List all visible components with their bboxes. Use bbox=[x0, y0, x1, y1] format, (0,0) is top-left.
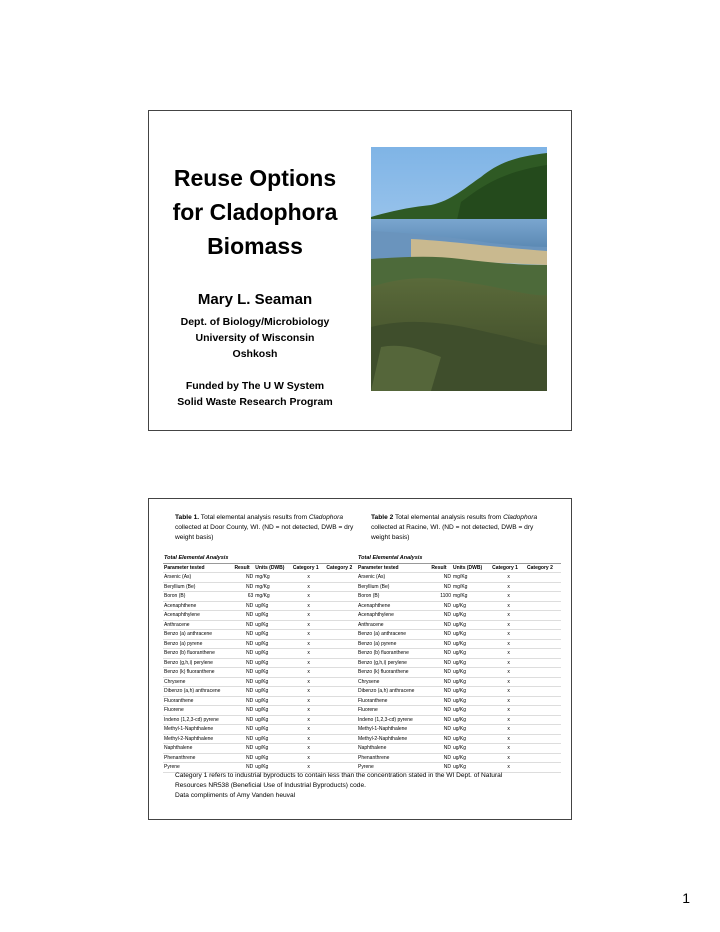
table-cell: mg/Kg bbox=[452, 573, 491, 583]
table-cell bbox=[526, 668, 561, 678]
funding-line: Solid Waste Research Program bbox=[177, 396, 333, 408]
table-cell: ug/Kg bbox=[452, 706, 491, 716]
table-cell: x bbox=[491, 715, 526, 725]
table-cell: x bbox=[292, 696, 326, 706]
table-row bbox=[163, 687, 359, 697]
table-cell: x bbox=[292, 639, 326, 649]
table-cell: Benzo (g,h,i) perylene bbox=[163, 658, 233, 668]
table-cell: ug/Kg bbox=[452, 677, 491, 687]
table-cell: ug/Kg bbox=[254, 706, 292, 716]
table-cell bbox=[526, 649, 561, 659]
title-slide bbox=[148, 110, 572, 431]
table-cell: Benzo (a) anthracene bbox=[163, 630, 233, 640]
table-cell: ug/Kg bbox=[254, 725, 292, 735]
table-cell bbox=[325, 725, 359, 735]
table-cell: Methyl-1-Naphthalene bbox=[357, 725, 430, 735]
table-cell: ND bbox=[430, 630, 452, 640]
table-cell: ug/Kg bbox=[254, 687, 292, 697]
table-cell bbox=[325, 582, 359, 592]
table-cell: ug/Kg bbox=[254, 649, 292, 659]
table-cell: x bbox=[491, 620, 526, 630]
table-cell bbox=[325, 753, 359, 763]
table-header-row bbox=[163, 563, 359, 573]
table-cell bbox=[526, 601, 561, 611]
table-cell bbox=[526, 715, 561, 725]
table-cell bbox=[526, 744, 561, 754]
table-cell: ug/Kg bbox=[452, 639, 491, 649]
title-line: for Cladophora bbox=[172, 199, 338, 225]
table-row bbox=[163, 696, 359, 706]
table-cell bbox=[325, 715, 359, 725]
table-cell: ND bbox=[430, 649, 452, 659]
table-cell: x bbox=[292, 620, 326, 630]
table-row bbox=[163, 725, 359, 735]
table-cell: ND bbox=[233, 753, 254, 763]
table-cell: mg/Kg bbox=[452, 592, 491, 602]
table-cell bbox=[325, 573, 359, 583]
table-cell bbox=[325, 630, 359, 640]
table-row bbox=[357, 649, 561, 659]
footnote-line: Data compliments of Amy Vanden heuval bbox=[175, 792, 296, 799]
table-cell: ND bbox=[430, 658, 452, 668]
table-cell: Fluorene bbox=[163, 706, 233, 716]
table-cell: ND bbox=[233, 677, 254, 687]
table-cell: Pyrene bbox=[163, 763, 233, 773]
table-cell: ND bbox=[233, 696, 254, 706]
table-cell bbox=[325, 601, 359, 611]
table-row bbox=[357, 592, 561, 602]
table-cell: ug/Kg bbox=[452, 744, 491, 754]
table-cell bbox=[526, 753, 561, 763]
table-row bbox=[357, 744, 561, 754]
table-row bbox=[357, 601, 561, 611]
table-header-row bbox=[357, 563, 561, 573]
table-cell: ND bbox=[430, 687, 452, 697]
table-cell: x bbox=[292, 744, 326, 754]
table-cell: ND bbox=[233, 668, 254, 678]
table-cell: ug/Kg bbox=[452, 601, 491, 611]
affiliation-line: University of Wisconsin bbox=[195, 332, 315, 344]
table-row bbox=[163, 734, 359, 744]
table-cell: ug/Kg bbox=[254, 630, 292, 640]
table-cell: ND bbox=[430, 601, 452, 611]
table-cell bbox=[325, 611, 359, 621]
table-cell: Methyl-2-Naphthalene bbox=[163, 734, 233, 744]
table-cell: ug/Kg bbox=[254, 696, 292, 706]
table-cell: x bbox=[292, 677, 326, 687]
table-cell: x bbox=[292, 573, 326, 583]
table-cell: ND bbox=[430, 639, 452, 649]
table-cell bbox=[325, 734, 359, 744]
table-cell: x bbox=[491, 601, 526, 611]
table-cell: x bbox=[292, 658, 326, 668]
table-cell: Benzo (a) pyrene bbox=[163, 639, 233, 649]
table-cell: ug/Kg bbox=[452, 715, 491, 725]
table-cell: ug/Kg bbox=[452, 620, 491, 630]
table-row bbox=[163, 639, 359, 649]
table-row bbox=[163, 658, 359, 668]
table-row bbox=[357, 687, 561, 697]
table-cell: x bbox=[491, 582, 526, 592]
table-cell bbox=[526, 630, 561, 640]
table-cell: Arsenic (As) bbox=[163, 573, 233, 583]
table-cell bbox=[526, 658, 561, 668]
table-cell: ug/Kg bbox=[254, 734, 292, 744]
table-cell: x bbox=[292, 715, 326, 725]
shoreline-photo bbox=[371, 147, 547, 391]
table-cell: ug/Kg bbox=[452, 630, 491, 640]
table-cell: x bbox=[292, 753, 326, 763]
table-cell: x bbox=[292, 763, 326, 773]
table-cell: x bbox=[292, 649, 326, 659]
table-cell: Beryllium (Be) bbox=[163, 582, 233, 592]
table-cell: ug/Kg bbox=[452, 763, 491, 773]
table-cell: x bbox=[491, 573, 526, 583]
affiliation-line: Dept. of Biology/Microbiology bbox=[180, 316, 330, 328]
funding-note bbox=[149, 378, 361, 410]
table-cell: Phenanthrene bbox=[357, 753, 430, 763]
table-cell: ug/Kg bbox=[452, 725, 491, 735]
table-cell bbox=[526, 639, 561, 649]
table-cell: mg/Kg bbox=[254, 573, 292, 583]
caption-text: collected at Door County, WI. (ND = not detected, DWB = dry weight basis) bbox=[175, 524, 354, 541]
caption-label: Table 1. bbox=[175, 514, 200, 521]
table-cell: x bbox=[491, 658, 526, 668]
table-cell: x bbox=[292, 668, 326, 678]
table-row bbox=[163, 715, 359, 725]
table-cell: ug/Kg bbox=[452, 696, 491, 706]
column-header: Category 2 bbox=[325, 563, 359, 573]
table-row bbox=[357, 668, 561, 678]
table-row bbox=[163, 677, 359, 687]
table-cell bbox=[325, 620, 359, 630]
table-cell: ug/Kg bbox=[254, 668, 292, 678]
table-title: Total Elemental Analysis bbox=[357, 554, 561, 563]
table-cell: ug/Kg bbox=[452, 687, 491, 697]
table-cell: x bbox=[491, 687, 526, 697]
table-cell: Dibenzo (a,h) anthracene bbox=[357, 687, 430, 697]
table-cell: ug/Kg bbox=[254, 601, 292, 611]
table-row bbox=[163, 611, 359, 621]
footnote-line: Category 1 refers to industrial byproducts to contain less than the concentration stated in the WI Dept. of Natural bbox=[175, 772, 503, 779]
table-cell: ND bbox=[233, 715, 254, 725]
page-number: 1 bbox=[682, 890, 690, 906]
table-cell: x bbox=[491, 734, 526, 744]
table-cell: ND bbox=[233, 687, 254, 697]
table-cell: x bbox=[292, 725, 326, 735]
table-cell: ND bbox=[430, 734, 452, 744]
column-header: Parameter tested bbox=[357, 563, 430, 573]
table-cell: ug/Kg bbox=[452, 753, 491, 763]
table-row bbox=[357, 582, 561, 592]
table-cell: Indeno (1,2,3-cd) pyrene bbox=[357, 715, 430, 725]
table-cell: Dibenzo (a,h) anthracene bbox=[163, 687, 233, 697]
caption-label: Table 2 bbox=[371, 514, 394, 521]
table-row bbox=[163, 649, 359, 659]
table-cell: Benzo (a) anthracene bbox=[357, 630, 430, 640]
table-row bbox=[357, 753, 561, 763]
table-cell bbox=[325, 677, 359, 687]
column-header: Result bbox=[430, 563, 452, 573]
table-cell bbox=[526, 734, 561, 744]
table-cell: ND bbox=[233, 611, 254, 621]
table-cell: ND bbox=[233, 763, 254, 773]
table-row bbox=[357, 734, 561, 744]
table-cell: Benzo (b) fluoranthene bbox=[163, 649, 233, 659]
table-cell: ND bbox=[430, 677, 452, 687]
table-cell: ND bbox=[430, 668, 452, 678]
table-row bbox=[357, 715, 561, 725]
table2-caption bbox=[371, 513, 551, 543]
table-cell bbox=[526, 725, 561, 735]
table-cell: x bbox=[292, 601, 326, 611]
affiliation bbox=[149, 314, 361, 362]
table-cell: ug/Kg bbox=[254, 744, 292, 754]
table-cell: x bbox=[491, 592, 526, 602]
table-cell: ug/Kg bbox=[452, 649, 491, 659]
column-header: Category 2 bbox=[526, 563, 561, 573]
table-cell: Methyl-1-Naphthalene bbox=[163, 725, 233, 735]
table-cell: ND bbox=[233, 630, 254, 640]
table-cell bbox=[325, 649, 359, 659]
table-row bbox=[163, 582, 359, 592]
table-cell: Indeno (1,2,3-cd) pyrene bbox=[163, 715, 233, 725]
table-cell: ug/Kg bbox=[254, 715, 292, 725]
table-cell: ND bbox=[233, 620, 254, 630]
title-line: Biomass bbox=[207, 233, 303, 259]
title-line: Reuse Options bbox=[173, 165, 337, 191]
table-cell: x bbox=[491, 639, 526, 649]
table-cell: Benzo (g,h,i) perylene bbox=[357, 658, 430, 668]
table-cell: x bbox=[292, 630, 326, 640]
table-cell: Benzo (k) fluoranthene bbox=[163, 668, 233, 678]
table-row bbox=[357, 677, 561, 687]
table-cell: mg/Kg bbox=[254, 592, 292, 602]
table-cell: x bbox=[292, 582, 326, 592]
table-cell bbox=[526, 592, 561, 602]
table-cell bbox=[325, 696, 359, 706]
table-cell: x bbox=[491, 677, 526, 687]
table-cell: Phenanthrene bbox=[163, 753, 233, 763]
table-cell: ND bbox=[430, 582, 452, 592]
table-cell bbox=[325, 706, 359, 716]
table-cell: x bbox=[292, 734, 326, 744]
table-cell: Anthracene bbox=[357, 620, 430, 630]
table-cell: Beryllium (Be) bbox=[357, 582, 430, 592]
table-cell: Acenaphthene bbox=[163, 601, 233, 611]
table-cell: x bbox=[491, 763, 526, 773]
table-row bbox=[163, 601, 359, 611]
caption-text: collected at Racine, WI. (ND = not detected, DWB = dry weight basis) bbox=[371, 524, 534, 541]
table-row bbox=[357, 620, 561, 630]
table-cell: Fluoranthene bbox=[163, 696, 233, 706]
footnote bbox=[175, 771, 555, 801]
table-cell: Naphthalene bbox=[163, 744, 233, 754]
table-cell bbox=[526, 611, 561, 621]
table-cell: ND bbox=[430, 573, 452, 583]
table-cell: Fluoranthene bbox=[357, 696, 430, 706]
table-cell: ND bbox=[430, 753, 452, 763]
table-cell: x bbox=[491, 696, 526, 706]
table-cell: x bbox=[491, 744, 526, 754]
table-cell: Acenaphthylene bbox=[163, 611, 233, 621]
column-header: Result bbox=[233, 563, 254, 573]
table-title-row bbox=[163, 554, 359, 563]
table-cell: ND bbox=[233, 573, 254, 583]
table-row bbox=[163, 668, 359, 678]
table-cell: ND bbox=[233, 639, 254, 649]
funding-line: Funded by The U W System bbox=[185, 380, 325, 392]
table-cell: ND bbox=[430, 725, 452, 735]
table-cell bbox=[325, 639, 359, 649]
table-cell: ND bbox=[233, 582, 254, 592]
table-cell bbox=[526, 677, 561, 687]
table-cell: ug/Kg bbox=[254, 677, 292, 687]
table-cell: 1100 bbox=[430, 592, 452, 602]
table-row bbox=[163, 592, 359, 602]
table-cell: ug/Kg bbox=[452, 734, 491, 744]
table-title-row bbox=[357, 554, 561, 563]
table-cell: x bbox=[292, 592, 326, 602]
table-cell: ND bbox=[430, 715, 452, 725]
table-cell: Chrysene bbox=[163, 677, 233, 687]
table-cell bbox=[325, 687, 359, 697]
table-cell: Benzo (a) pyrene bbox=[357, 639, 430, 649]
table-cell: Acenaphthene bbox=[357, 601, 430, 611]
column-header: Units (DWB) bbox=[452, 563, 491, 573]
caption-species: Cladophora bbox=[503, 514, 538, 521]
table-cell bbox=[526, 573, 561, 583]
table-cell bbox=[325, 658, 359, 668]
footnote-line: Resources NR538 (Beneficial Use of Industrial Byproducts) code. bbox=[175, 782, 366, 789]
table-cell bbox=[526, 687, 561, 697]
table-cell: x bbox=[292, 611, 326, 621]
author-name: Mary L. Seaman bbox=[197, 291, 313, 308]
table-cell bbox=[325, 592, 359, 602]
table-cell: ug/Kg bbox=[254, 658, 292, 668]
caption-species: Cladophora bbox=[308, 514, 343, 521]
table-cell: x bbox=[491, 630, 526, 640]
table-cell bbox=[526, 582, 561, 592]
table-row bbox=[357, 658, 561, 668]
affiliation-line: Oshkosh bbox=[232, 348, 278, 360]
table-row bbox=[357, 630, 561, 640]
table-cell: ND bbox=[430, 744, 452, 754]
table-cell: ND bbox=[233, 649, 254, 659]
table-cell: ND bbox=[430, 696, 452, 706]
table-cell: Methyl-2-Naphthalene bbox=[357, 734, 430, 744]
table-cell: 63 bbox=[233, 592, 254, 602]
table-cell: Acenaphthylene bbox=[357, 611, 430, 621]
table-cell: x bbox=[491, 753, 526, 763]
table-row bbox=[357, 639, 561, 649]
table-cell: mg/Kg bbox=[452, 582, 491, 592]
table-cell: Boron (B) bbox=[357, 592, 430, 602]
table-cell: ND bbox=[233, 601, 254, 611]
table-cell: ND bbox=[430, 763, 452, 773]
table-cell: ND bbox=[430, 706, 452, 716]
table-cell: Boron (B) bbox=[163, 592, 233, 602]
table-row bbox=[163, 706, 359, 716]
table-cell: x bbox=[491, 706, 526, 716]
table-cell: mg/Kg bbox=[254, 582, 292, 592]
title-block bbox=[149, 161, 361, 410]
caption-text: Total elemental analysis results from bbox=[393, 514, 504, 521]
table-row bbox=[357, 573, 561, 583]
table-row bbox=[163, 744, 359, 754]
table-cell: ug/Kg bbox=[452, 658, 491, 668]
slide-title bbox=[149, 161, 361, 263]
table2 bbox=[357, 554, 561, 773]
table-row bbox=[357, 696, 561, 706]
table-cell: Benzo (k) fluoranthene bbox=[357, 668, 430, 678]
column-header: Category 1 bbox=[292, 563, 326, 573]
caption-text: Total elemental analysis results from bbox=[199, 514, 309, 521]
table-cell: ND bbox=[233, 734, 254, 744]
table-title: Total Elemental Analysis bbox=[163, 554, 359, 563]
table-row bbox=[163, 630, 359, 640]
table-cell: ND bbox=[233, 744, 254, 754]
table-row bbox=[163, 573, 359, 583]
table-cell bbox=[325, 668, 359, 678]
table-cell: Arsenic (As) bbox=[357, 573, 430, 583]
table-cell: x bbox=[491, 668, 526, 678]
table-cell: ND bbox=[430, 620, 452, 630]
table-row bbox=[357, 725, 561, 735]
column-header: Parameter tested bbox=[163, 563, 233, 573]
table-cell: ND bbox=[233, 658, 254, 668]
table-cell: x bbox=[292, 706, 326, 716]
table-cell: x bbox=[491, 725, 526, 735]
table-cell: ND bbox=[233, 706, 254, 716]
table-row bbox=[357, 611, 561, 621]
table-cell: Fluorene bbox=[357, 706, 430, 716]
table-cell bbox=[526, 620, 561, 630]
table1 bbox=[163, 554, 359, 773]
table-row bbox=[163, 753, 359, 763]
table-cell: Benzo (b) fluoranthene bbox=[357, 649, 430, 659]
table-cell: ug/Kg bbox=[254, 639, 292, 649]
table-cell: ug/Kg bbox=[452, 668, 491, 678]
column-header: Units (DWB) bbox=[254, 563, 292, 573]
table-cell: ug/Kg bbox=[254, 611, 292, 621]
table-cell: x bbox=[292, 687, 326, 697]
table-cell: Pyrene bbox=[357, 763, 430, 773]
table-cell: ND bbox=[430, 611, 452, 621]
table-cell: Anthracene bbox=[163, 620, 233, 630]
table-cell: ug/Kg bbox=[452, 611, 491, 621]
table-row bbox=[357, 706, 561, 716]
table-cell: x bbox=[491, 611, 526, 621]
table-cell bbox=[526, 696, 561, 706]
table-row bbox=[163, 620, 359, 630]
table-cell: Chrysene bbox=[357, 677, 430, 687]
table-cell: ug/Kg bbox=[254, 763, 292, 773]
table1-caption bbox=[175, 513, 355, 543]
table-cell: x bbox=[491, 649, 526, 659]
table-cell: ND bbox=[233, 725, 254, 735]
table-cell bbox=[526, 706, 561, 716]
table-cell: ug/Kg bbox=[254, 620, 292, 630]
column-header: Category 1 bbox=[491, 563, 526, 573]
table-cell: ug/Kg bbox=[254, 753, 292, 763]
table-cell: Naphthalene bbox=[357, 744, 430, 754]
table-cell bbox=[325, 744, 359, 754]
data-slide bbox=[148, 498, 572, 820]
